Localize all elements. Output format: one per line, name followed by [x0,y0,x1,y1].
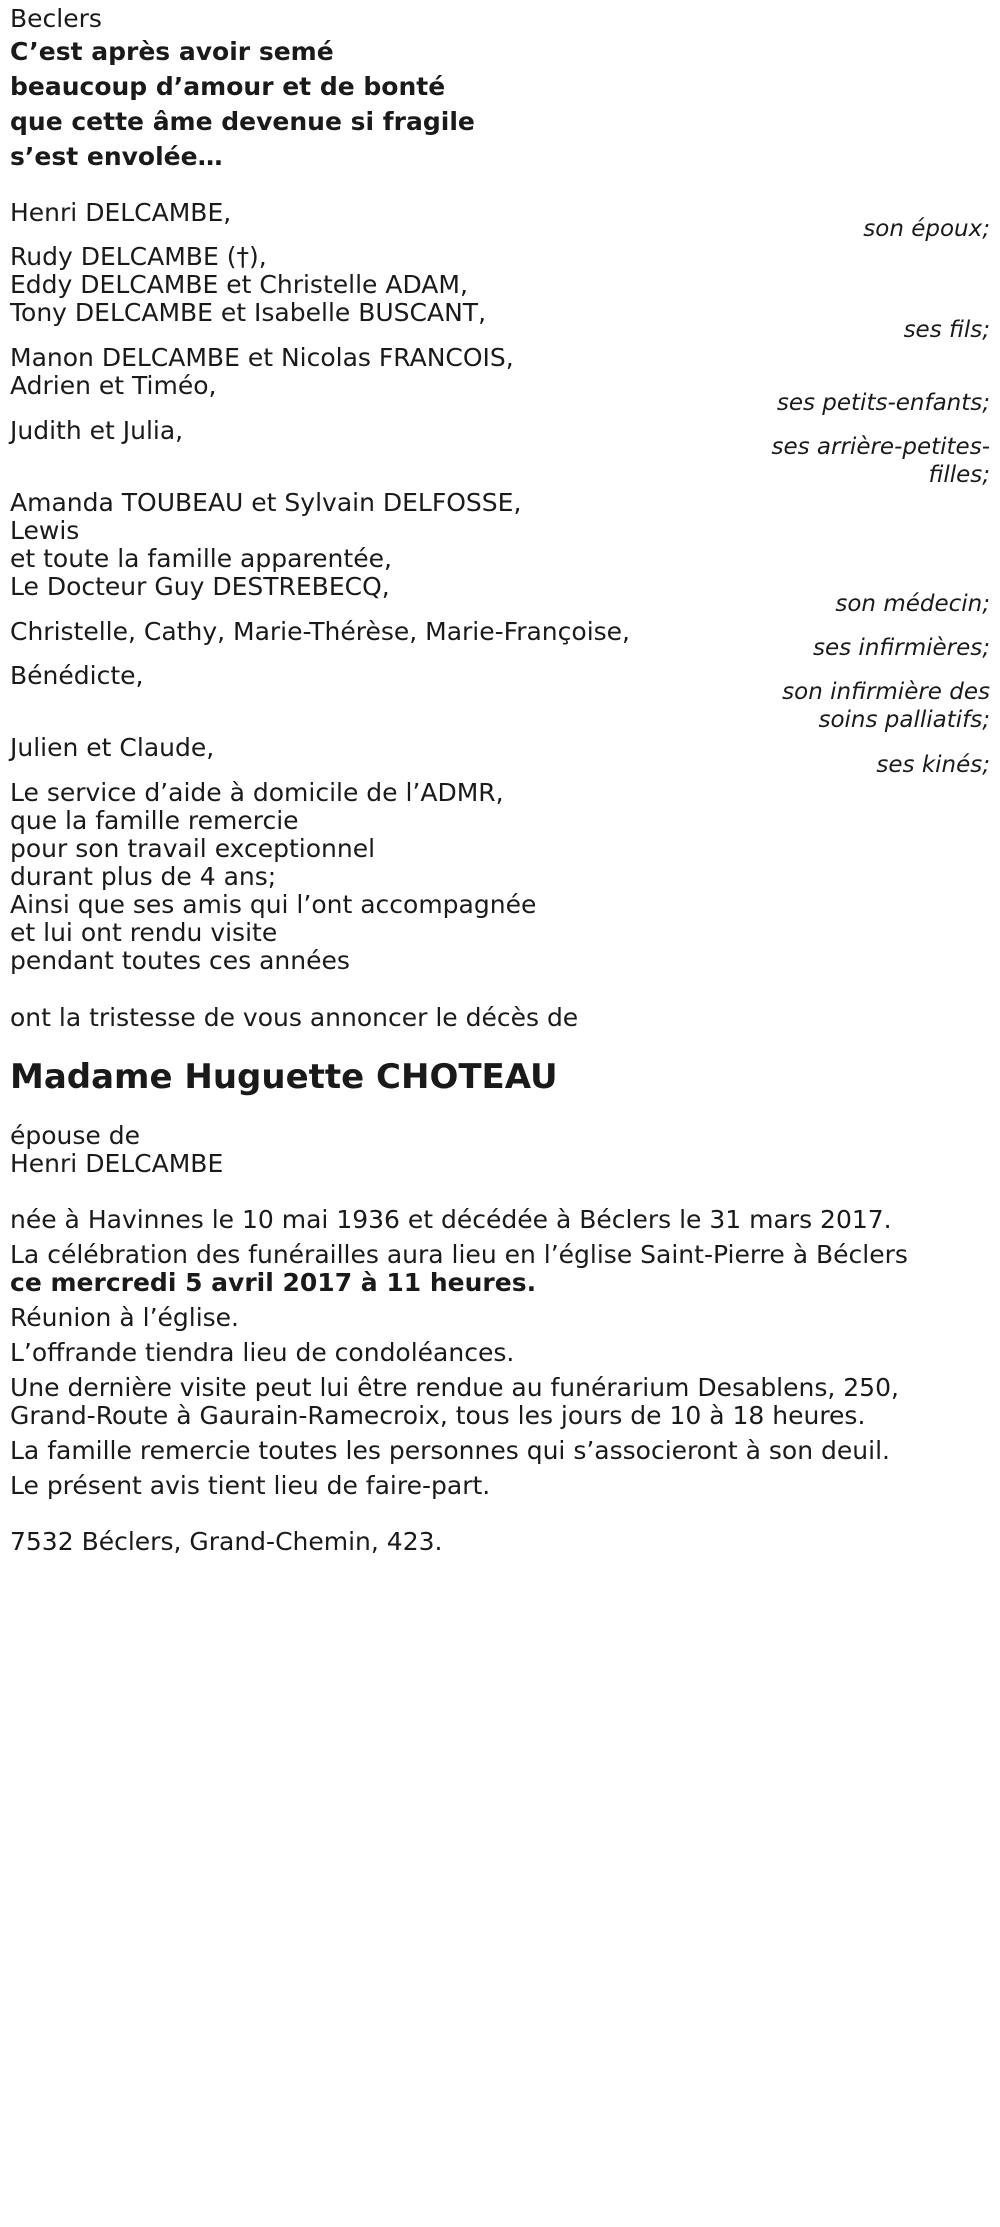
spouse-role: son époux; [863,216,990,242]
relative-name: Amanda TOUBEAU et Sylvain DELFOSSE, [10,488,522,517]
son-name: Eddy DELCAMBE et Christelle ADAM, [10,270,468,299]
birth-death: née à Havinnes le 10 mai 1936 et décédée à Béclers le 31 mars 2017. [10,1205,892,1234]
place-header: Beclers [10,4,102,33]
spouse-of-label: épouse de [10,1121,140,1150]
poem-line: s’est envolée… [10,142,223,171]
notice: Le présent avis tient lieu de faire-part. [10,1471,491,1500]
service-line: et lui ont rendu visite [10,918,278,947]
celebration-place: La célébration des funérailles aura lieu en l’église Saint-Pierre à Béclers [10,1240,908,1269]
service-line: Le service d’aide à domicile de l’ADMR, [10,778,504,807]
nurses-role: ses infirmières; [813,635,990,661]
thanks: La famille remercie toutes les personnes qui s’associeront à son deuil. [10,1436,890,1465]
doctor-role: son médecin; [835,591,990,617]
celebration-date: ce mercredi 5 avril 2017 à 11 heures. [10,1268,537,1297]
service-line: Ainsi que ses amis qui l’ont accompagnée [10,890,537,919]
meeting-info: Réunion à l’église. [10,1303,240,1332]
poem-line: que cette âme devenue si fragile [10,107,475,136]
palliative-nurse-role: son infirmière des [782,679,990,705]
spouse-of-name: Henri DELCAMBE [10,1149,224,1178]
palliative-nurse-name: Bénédicte, [10,661,144,690]
sons-role: ses fils; [903,317,990,343]
palliative-nurse-role: soins palliatifs; [818,707,990,733]
relative-name: Lewis [10,516,80,545]
deceased-name: Madame Huguette CHOTEAU [10,1057,558,1097]
son-name: Tony DELCAMBE et Isabelle BUSCANT, [10,298,487,327]
service-line: pour son travail exceptionnel [10,834,376,863]
son-name: Rudy DELCAMBE (†), [10,242,267,271]
address: 7532 Béclers, Grand-Chemin, 423. [10,1527,443,1556]
grandchild-name: Manon DELCAMBE et Nicolas FRANCOIS, [10,343,514,372]
visit-info: Une dernière visite peut lui être rendue au funérarium Desablens, 250, [10,1373,899,1402]
grandchildren-role: ses petits-enfants; [776,390,990,416]
service-line: pendant toutes ces années [10,946,350,975]
visit-info: Grand-Route à Gaurain-Ramecroix, tous les jours de 10 à 18 heures. [10,1401,866,1430]
service-line: que la famille remercie [10,806,299,835]
great-grandchildren-name: Judith et Julia, [10,416,184,445]
physios-names: Julien et Claude, [10,733,215,762]
nurses-names: Christelle, Cathy, Marie-Thérèse, Marie-Françoise, [10,617,630,646]
doctor-name: Le Docteur Guy DESTREBECQ, [10,572,390,601]
physios-role: ses kinés; [876,752,990,778]
great-grandchildren-role: ses arrière-petites- [771,434,990,460]
grandchild-name: Adrien et Timéo, [10,371,217,400]
service-line: durant plus de 4 ans; [10,862,277,891]
poem-line: C’est après avoir semé [10,37,334,66]
great-grandchildren-role: filles; [928,462,990,488]
spouse-name: Henri DELCAMBE, [10,198,232,227]
relative-name: et toute la famille apparentée, [10,544,392,573]
announcement: ont la tristesse de vous annoncer le décès de [10,1003,579,1032]
offering-info: L’offrande tiendra lieu de condoléances. [10,1338,515,1367]
poem-line: beaucoup d’amour et de bonté [10,72,446,101]
